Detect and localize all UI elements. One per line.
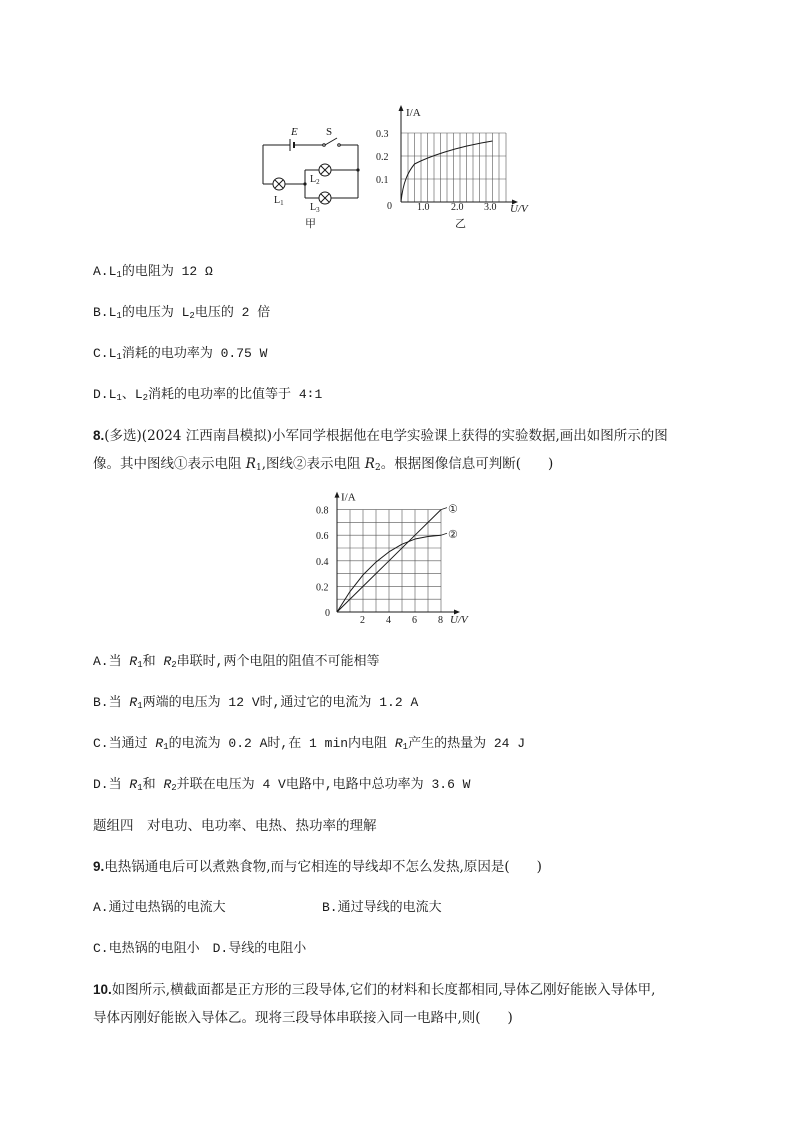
q10-stem-line2: 导体丙刚好能嵌入导体乙。现将三段导体串联接入同一电路中,则( ) — [93, 1010, 513, 1026]
y-tick-label: 0.4 — [316, 556, 329, 568]
q7-option-a: $A.L_1$的电阻为 12 Ω — [93, 264, 213, 280]
x-tick-label: 6 — [412, 615, 417, 626]
q9-option-cd: C.电热锅的电阻小 D.导线的电阻小 — [93, 941, 307, 956]
q8-option-d: D.当 $R_1$和 $R_2$并联在电压为 4 V电路中,电路中总功率为 3.6 W — [93, 777, 471, 793]
circuit-caption: 甲 — [305, 218, 316, 230]
x-tick-label: 4 — [386, 615, 391, 626]
graph-caption: 乙 — [455, 218, 466, 230]
xtick: 3.0 — [484, 202, 497, 213]
q8-stem-line1: 8.(多选)(2024 江西南昌模拟)小军同学根据他在电学实验课上获得的实验数据,画出如图所示的图 — [93, 428, 668, 444]
xtick: 2.0 — [451, 202, 464, 213]
q9-option-b: B.通过导线的电流大 — [322, 900, 442, 915]
lamp-l3-label: $L_3$ — [310, 202, 320, 214]
q7-option-c: $C.L_1$消耗的电功率为 0.75 W — [93, 346, 268, 362]
y-tick-label: 0.8 — [316, 505, 329, 517]
y-tick-label: 0.6 — [316, 531, 329, 543]
x-tick-label: 8 — [438, 615, 443, 626]
q10-stem-line1: 10.如图所示,横截面都是正方形的三段导体,它们的材料和长度都相同,导体乙刚好能嵌入导体甲, — [93, 982, 656, 998]
q8-option-a: A.当 $R_1$和 $R_2$串联时,两个电阻的阻值不可能相等 — [93, 654, 380, 670]
ytick: 0.3 — [376, 129, 389, 140]
ytick: 0.1 — [376, 175, 389, 186]
y-axis-label: I/A — [341, 491, 356, 504]
graph-xlabel: U/V — [510, 203, 528, 215]
switch-label: S — [326, 126, 333, 138]
y-tick-label: 0 — [325, 608, 330, 619]
group4-title: 题组四 对电功、电功率、电热、热功率的理解 — [93, 818, 377, 834]
lamp-l1-label: $L_1$ — [274, 195, 284, 207]
q9-stem: 9.电热锅通电后可以煮熟食物,而与它相连的导线却不怎么发热,原因是( ) — [93, 859, 542, 875]
series-leader-2 — [441, 533, 447, 535]
series-label-2: ② — [448, 529, 458, 542]
q7-option-d: $D.L_1$、$L_2$消耗的电功率的比值等于 4∶1 — [93, 387, 323, 403]
battery-label: E — [291, 126, 298, 138]
origin-label: 0 — [387, 201, 392, 212]
lamp-l2-label: $L_2$ — [310, 174, 320, 186]
q8-stem-line2: 像。其中图线①表示电阻 $R_1$,图线②表示电阻 $R_2$。根据图像信息可判断( ) — [93, 456, 554, 473]
series-label-1: ① — [448, 503, 458, 516]
series-leader-1 — [441, 508, 447, 510]
lamp-iu-graph — [370, 102, 540, 237]
y-tick-label: 0.2 — [316, 582, 329, 594]
q9-option-a: A.通过电热锅的电流大 — [93, 900, 226, 915]
q8-option-b: B.当 $R_1$两端的电压为 12 V时,通过它的电流为 1.2 A — [93, 695, 419, 711]
ytick: 0.2 — [376, 152, 389, 163]
q8-iu-chart — [315, 485, 495, 630]
xtick: 1.0 — [417, 202, 430, 213]
x-axis-label: U/V — [450, 614, 468, 626]
graph-ylabel: I/A — [406, 107, 421, 119]
x-tick-label: 2 — [360, 615, 365, 626]
circuit-diagram — [255, 118, 370, 233]
q7-option-b: $B.L_1$的电压为 $L_2$电压的 2 倍 — [93, 305, 271, 321]
y-axis-arrow — [335, 492, 340, 498]
q8-option-c: C.当通过 $R_1$的电流为 0.2 A时,在 1 min内电阻 $R_1$产生的热量为 24 J — [93, 736, 526, 752]
